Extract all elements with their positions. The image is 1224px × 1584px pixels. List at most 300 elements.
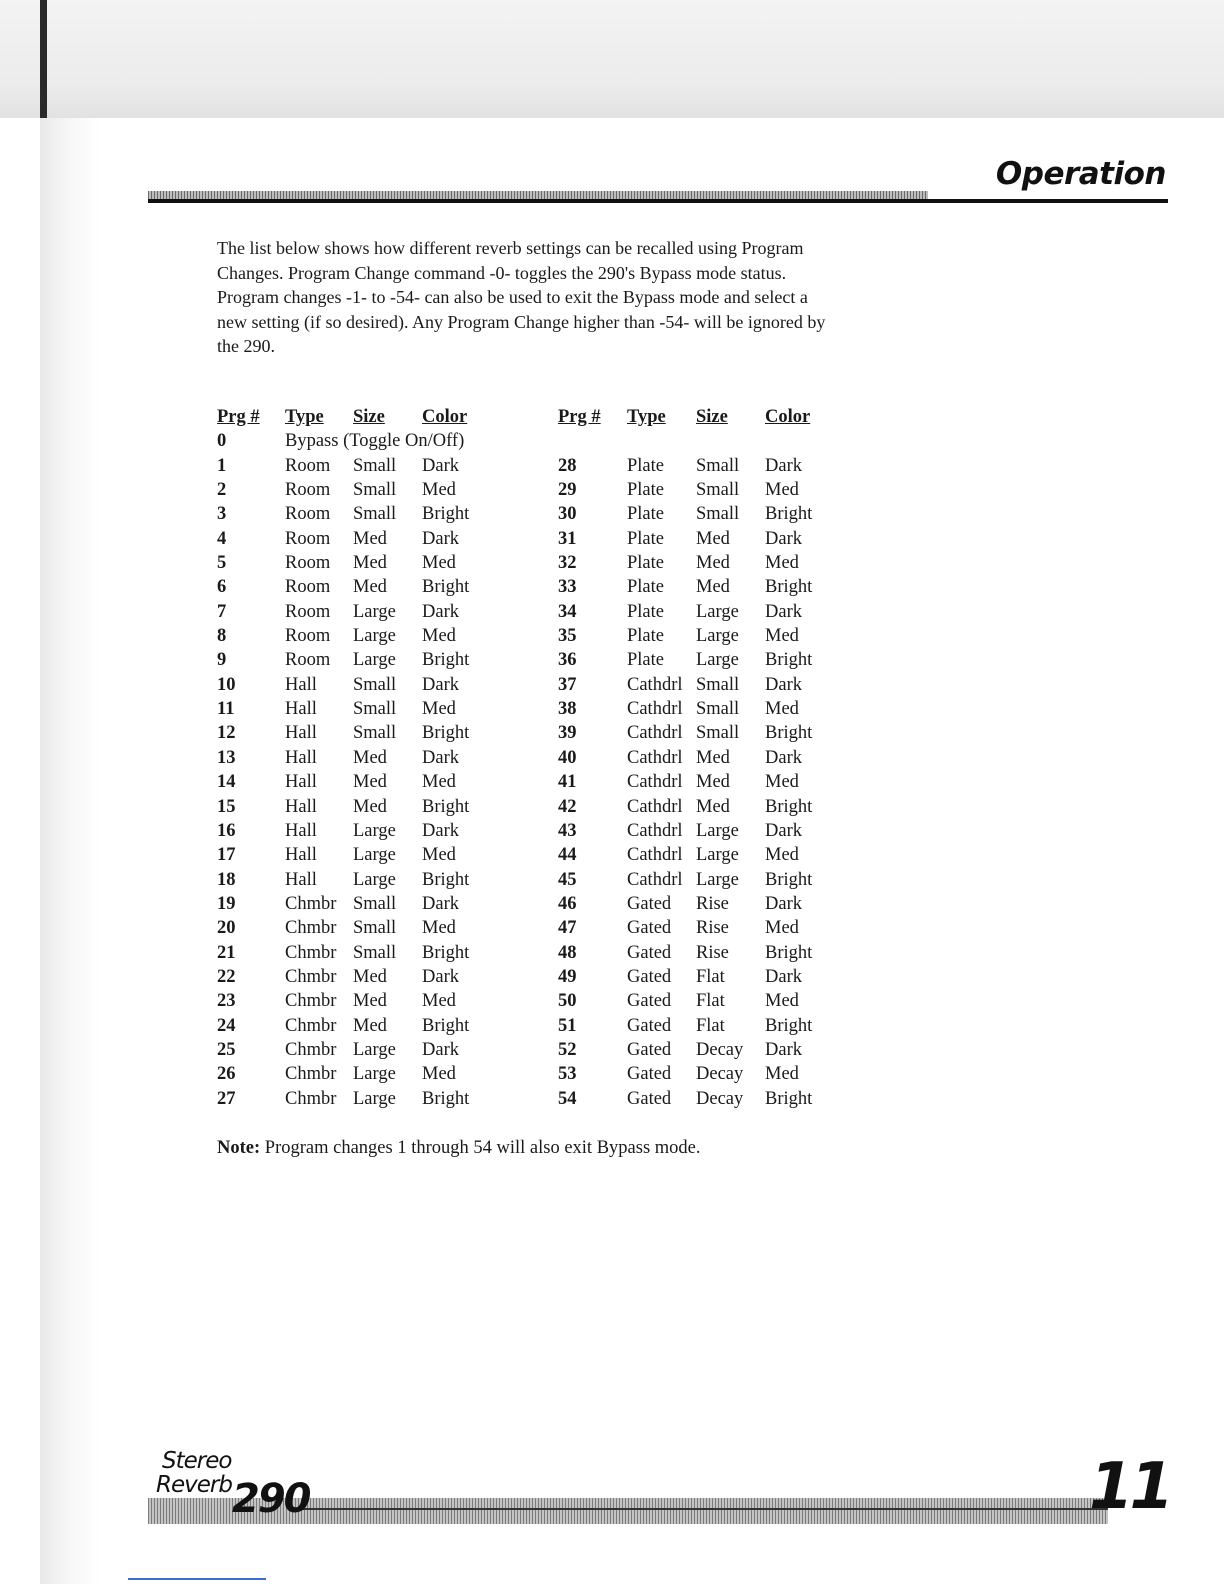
table-row: [217, 1040, 537, 1064]
row-prg: 43: [558, 820, 577, 841]
row-color: Dark: [422, 674, 459, 695]
row-prg: 10: [217, 674, 236, 695]
row-size: Large: [696, 845, 739, 866]
row-size: Large: [353, 1039, 396, 1060]
row-size: Med: [353, 796, 387, 817]
row-prg: 2: [217, 480, 227, 501]
table-row: [217, 821, 537, 845]
table-row: [217, 870, 537, 894]
row-color: Med: [765, 1064, 799, 1085]
row-prg: 29: [558, 480, 577, 501]
row-prg: 44: [558, 845, 577, 866]
row-size: Med: [696, 772, 730, 793]
row-size: Med: [696, 747, 730, 768]
row-size: Med: [696, 796, 730, 817]
row-prg: 53: [558, 1064, 577, 1085]
row-color: Med: [422, 553, 456, 574]
row-type: Gated: [627, 1088, 672, 1109]
table-rows-left: [217, 456, 537, 1113]
row-size: Large: [353, 626, 396, 647]
table-row: [558, 626, 858, 650]
row-color: Med: [422, 991, 456, 1012]
row-prg: 21: [217, 942, 236, 963]
row-size: Small: [353, 942, 397, 963]
row-prg: 51: [558, 1015, 577, 1036]
row-prg: 39: [558, 723, 577, 744]
row-color: Dark: [765, 528, 802, 549]
row-size: Small: [353, 699, 397, 720]
row-color: Med: [422, 845, 456, 866]
row-type: Chmbr: [285, 1088, 337, 1109]
row-color: Med: [765, 845, 799, 866]
table-row: [558, 553, 858, 577]
row-size: Flat: [696, 966, 725, 987]
row-color: Bright: [422, 1015, 470, 1036]
table-row: [558, 602, 858, 626]
row-type: Room: [285, 455, 331, 476]
table-row: [558, 748, 858, 772]
row-type: Chmbr: [285, 966, 337, 987]
row-prg: 16: [217, 820, 236, 841]
header-rule: [148, 190, 1168, 204]
row-size: Med: [353, 528, 387, 549]
row-prg: 54: [558, 1088, 577, 1109]
row-size: Small: [696, 504, 740, 525]
row-size: Large: [696, 820, 739, 841]
row-type: Cathdrl: [627, 723, 683, 744]
row-color: Bright: [422, 942, 470, 963]
row-prg: 52: [558, 1039, 577, 1060]
table-row: [558, 1040, 858, 1064]
row-prg: 37: [558, 674, 577, 695]
row-prg: 40: [558, 747, 577, 768]
row-size: Small: [353, 455, 397, 476]
row-type: Hall: [285, 674, 317, 695]
corner-mark: [128, 1578, 266, 1580]
row-color: Bright: [422, 1088, 470, 1109]
row-color: Bright: [765, 869, 813, 890]
row-size: Rise: [696, 893, 729, 914]
row-size: Large: [696, 626, 739, 647]
table-row: [558, 845, 858, 869]
row-type: Plate: [627, 504, 664, 525]
section-title: Operation: [995, 156, 1166, 192]
row-size: Large: [353, 845, 396, 866]
row-color: Dark: [422, 528, 459, 549]
row-prg: 17: [217, 845, 236, 866]
row-prg: 38: [558, 699, 577, 720]
table-row: [558, 1016, 858, 1040]
row-type: Chmbr: [285, 991, 337, 1012]
row-color: Dark: [765, 674, 802, 695]
row-color: Med: [765, 480, 799, 501]
row-type: Plate: [627, 650, 664, 671]
row-size: Large: [696, 601, 739, 622]
row-color: Med: [422, 918, 456, 939]
row-size: Flat: [696, 991, 725, 1012]
row-type: Hall: [285, 820, 317, 841]
row-type: Room: [285, 601, 331, 622]
row-type: Gated: [627, 1015, 672, 1036]
row-color: Bright: [765, 1015, 813, 1036]
row-prg: 6: [217, 577, 227, 598]
header-color: Color: [765, 407, 811, 427]
table-row: [217, 797, 537, 821]
table-row: [217, 894, 537, 918]
table-row: [217, 967, 537, 991]
row-size: Small: [696, 480, 740, 501]
program-table-right: [558, 407, 858, 1113]
row-size: Med: [353, 966, 387, 987]
row-color: Bright: [422, 577, 470, 598]
row-color: Dark: [765, 1039, 802, 1060]
bypass-row: [217, 431, 537, 455]
note: [217, 1138, 701, 1159]
row-type: Gated: [627, 991, 672, 1012]
row-color: Bright: [422, 869, 470, 890]
table-row: [558, 991, 858, 1015]
row-size: Large: [353, 650, 396, 671]
row-prg: 35: [558, 626, 577, 647]
row-color: Bright: [765, 1088, 813, 1109]
row-color: Med: [765, 626, 799, 647]
row-size: Med: [353, 577, 387, 598]
row-color: Med: [765, 772, 799, 793]
row-size: Small: [353, 504, 397, 525]
row-size: Large: [696, 869, 739, 890]
row-prg: 5: [217, 553, 227, 574]
table-row: [217, 675, 537, 699]
row-prg: 8: [217, 626, 227, 647]
row-type: Room: [285, 504, 331, 525]
row-prg: 45: [558, 869, 577, 890]
table-row: [217, 1016, 537, 1040]
table-row: [558, 943, 858, 967]
footer-rule-line: [298, 1508, 1108, 1510]
table-row: [217, 529, 537, 553]
row-size: Med: [696, 528, 730, 549]
row-prg: 28: [558, 455, 577, 476]
product-logo: [156, 1448, 326, 1528]
row-size: Flat: [696, 1015, 725, 1036]
table-row: [558, 1089, 858, 1113]
row-color: Med: [422, 626, 456, 647]
row-type: Chmbr: [285, 1039, 337, 1060]
table-row: [558, 772, 858, 796]
row-size: Med: [353, 991, 387, 1012]
table-row: [217, 650, 537, 674]
row-type: Room: [285, 528, 331, 549]
row-size: Small: [353, 674, 397, 695]
row-color: Med: [765, 918, 799, 939]
table-row: [558, 967, 858, 991]
logo-model: 290: [232, 1476, 310, 1522]
table-row: [558, 797, 858, 821]
row-color: Bright: [765, 796, 813, 817]
row-size: Med: [353, 747, 387, 768]
row-color: Dark: [765, 966, 802, 987]
row-type: Gated: [627, 1039, 672, 1060]
row-type: Cathdrl: [627, 820, 683, 841]
row-type: Hall: [285, 845, 317, 866]
row-color: Dark: [422, 601, 459, 622]
table-row: [217, 845, 537, 869]
row-color: Med: [422, 1064, 456, 1085]
row-prg: 26: [217, 1064, 236, 1085]
table-row: [217, 480, 537, 504]
row-type: Room: [285, 553, 331, 574]
table-row: [217, 626, 537, 650]
row-color: Bright: [422, 723, 470, 744]
row-prg: 18: [217, 869, 236, 890]
row-size: Small: [353, 723, 397, 744]
row-prg: 25: [217, 1039, 236, 1060]
scan-margin-top: [0, 0, 1224, 118]
row-type: Cathdrl: [627, 699, 683, 720]
table-row: [558, 675, 858, 699]
row-type: Gated: [627, 918, 672, 939]
table-row: [558, 723, 858, 747]
row-type: Hall: [285, 723, 317, 744]
row-type: Plate: [627, 553, 664, 574]
row-type: Cathdrl: [627, 845, 683, 866]
row-prg: 3: [217, 504, 227, 525]
row-size: Large: [353, 820, 396, 841]
row-prg: 31: [558, 528, 577, 549]
program-table-left: [217, 407, 537, 1113]
table-row: [217, 456, 537, 480]
row-type: Hall: [285, 747, 317, 768]
header-type: Type: [627, 407, 666, 427]
table-row: [217, 1064, 537, 1088]
row-type: Gated: [627, 966, 672, 987]
row-type: Plate: [627, 626, 664, 647]
row-prg: 12: [217, 723, 236, 744]
row-type: Plate: [627, 528, 664, 549]
row-color: Dark: [422, 455, 459, 476]
table-row: [558, 577, 858, 601]
row-type: Hall: [285, 772, 317, 793]
row-size: Small: [696, 674, 740, 695]
row-size: Decay: [696, 1064, 744, 1085]
row-type: Hall: [285, 869, 317, 890]
header-color: Color: [422, 407, 468, 427]
row-prg: 23: [217, 991, 236, 1012]
row-type: Cathdrl: [627, 674, 683, 695]
table-row: [217, 602, 537, 626]
row-size: Decay: [696, 1039, 744, 1060]
table-row: [217, 699, 537, 723]
row-color: Dark: [765, 893, 802, 914]
intro-paragraph: The list below shows how different reverb settings can be recalled using Program Changes. Program Change command -0- toggles the 290's Bypass mode status. Program changes -1- to -54- can also be used to exit the Bypass mode and select a new setting (if so desired). Any Program Change higher than -54- will be ignored by the 290.: [217, 238, 826, 357]
header-rule-line: [148, 199, 1168, 203]
row-prg: 19: [217, 893, 236, 914]
row-size: Small: [696, 723, 740, 744]
row-size: Rise: [696, 918, 729, 939]
row-type: Hall: [285, 699, 317, 720]
table-row: [558, 821, 858, 845]
row-prg: 49: [558, 966, 577, 987]
logo-line1: Stereo: [162, 1448, 232, 1474]
row-color: Med: [765, 991, 799, 1012]
table-rows-right: [558, 456, 858, 1113]
row-type: Room: [285, 650, 331, 671]
header-prg: Prg #: [217, 407, 260, 427]
row-type: Plate: [627, 577, 664, 598]
note-text: Program changes 1 through 54 will also exit Bypass mode.: [260, 1138, 701, 1158]
row-prg: 36: [558, 650, 577, 671]
row-color: Dark: [765, 455, 802, 476]
table-header: [217, 407, 537, 431]
row-type: Room: [285, 480, 331, 501]
row-prg: 32: [558, 553, 577, 574]
table-row: [558, 870, 858, 894]
row-type: Cathdrl: [627, 869, 683, 890]
row-prg: 4: [217, 528, 227, 549]
row-size: Med: [353, 553, 387, 574]
row-color: Dark: [765, 601, 802, 622]
table-row: [558, 650, 858, 674]
table-row: [217, 577, 537, 601]
header-type: Type: [285, 407, 324, 427]
row-size: Rise: [696, 942, 729, 963]
header-size: Size: [353, 407, 385, 427]
row-type: Gated: [627, 893, 672, 914]
table-row: [217, 748, 537, 772]
logo-line2: Reverb: [156, 1472, 232, 1498]
row-size: Large: [353, 601, 396, 622]
table-row: [558, 699, 858, 723]
row-size: Small: [696, 455, 740, 476]
row-prg: 30: [558, 504, 577, 525]
row-color: Med: [422, 772, 456, 793]
row-type: Gated: [627, 942, 672, 963]
row-size: Large: [353, 1064, 396, 1085]
row-size: Med: [353, 772, 387, 793]
row-size: Large: [696, 650, 739, 671]
table-row: [217, 772, 537, 796]
row-type: Cathdrl: [627, 772, 683, 793]
header-size: Size: [696, 407, 728, 427]
row-size: Small: [353, 893, 397, 914]
table-row: [217, 918, 537, 942]
row-prg: 14: [217, 772, 236, 793]
row-color: Med: [422, 480, 456, 501]
row-size: Small: [353, 480, 397, 501]
row-prg: 11: [217, 699, 235, 720]
row-prg: 20: [217, 918, 236, 939]
bypass-text: Bypass (Toggle On/Off): [285, 431, 465, 452]
row-type: Cathdrl: [627, 747, 683, 768]
row-prg: 48: [558, 942, 577, 963]
row-color: Dark: [422, 1039, 459, 1060]
note-label: Note:: [217, 1138, 261, 1158]
row-size: Med: [353, 1015, 387, 1036]
row-color: Bright: [422, 504, 470, 525]
row-color: Bright: [422, 650, 470, 671]
row-color: Bright: [765, 942, 813, 963]
row-type: Room: [285, 577, 331, 598]
row-color: Med: [422, 699, 456, 720]
row-color: Dark: [765, 820, 802, 841]
row-color: Dark: [422, 893, 459, 914]
row-type: Chmbr: [285, 918, 337, 939]
row-prg: 46: [558, 893, 577, 914]
table-row: [217, 723, 537, 747]
table-row: [558, 504, 858, 528]
row-prg: 7: [217, 601, 227, 622]
row-type: Hall: [285, 796, 317, 817]
row-color: Dark: [422, 966, 459, 987]
row-color: Bright: [765, 650, 813, 671]
table-row: [217, 553, 537, 577]
row-type: Cathdrl: [627, 796, 683, 817]
row-color: Dark: [765, 747, 802, 768]
table-row: [217, 504, 537, 528]
table-row: [217, 991, 537, 1015]
scan-edge: [40, 0, 47, 118]
table-row: [558, 456, 858, 480]
row-prg: 27: [217, 1088, 236, 1109]
bypass-prg: 0: [217, 431, 227, 452]
row-prg: 1: [217, 455, 227, 476]
header-prg: Prg #: [558, 407, 601, 427]
table-row: [558, 529, 858, 553]
page-binding-shadow: [40, 118, 100, 1584]
row-type: Room: [285, 626, 331, 647]
row-color: Dark: [422, 747, 459, 768]
row-prg: 13: [217, 747, 236, 768]
row-color: Med: [765, 553, 799, 574]
table-header: [558, 407, 858, 431]
row-size: Small: [353, 918, 397, 939]
row-prg: 15: [217, 796, 236, 817]
row-color: Bright: [765, 723, 813, 744]
row-color: Bright: [422, 796, 470, 817]
page-number: 11: [1088, 1450, 1170, 1524]
table-row: [558, 480, 858, 504]
row-size: Small: [696, 699, 740, 720]
table-row: [558, 1064, 858, 1088]
row-type: Chmbr: [285, 1015, 337, 1036]
row-prg: 9: [217, 650, 227, 671]
row-prg: 50: [558, 991, 577, 1012]
table-row: [217, 943, 537, 967]
row-size: Decay: [696, 1088, 744, 1109]
row-type: Plate: [627, 455, 664, 476]
table-row: [558, 918, 858, 942]
row-type: Plate: [627, 601, 664, 622]
row-type: Chmbr: [285, 893, 337, 914]
row-size: Large: [353, 869, 396, 890]
row-color: Dark: [422, 820, 459, 841]
row-prg: 22: [217, 966, 236, 987]
row-prg: 47: [558, 918, 577, 939]
spacer-row: [558, 431, 858, 455]
row-color: Bright: [765, 577, 813, 598]
row-color: Med: [765, 699, 799, 720]
row-prg: 33: [558, 577, 577, 598]
row-size: Med: [696, 577, 730, 598]
row-size: Large: [353, 1088, 396, 1109]
row-type: Gated: [627, 1064, 672, 1085]
table-row: [217, 1089, 537, 1113]
row-prg: 34: [558, 601, 577, 622]
row-prg: 41: [558, 772, 577, 793]
row-type: Plate: [627, 480, 664, 501]
row-prg: 42: [558, 796, 577, 817]
table-row: [558, 894, 858, 918]
